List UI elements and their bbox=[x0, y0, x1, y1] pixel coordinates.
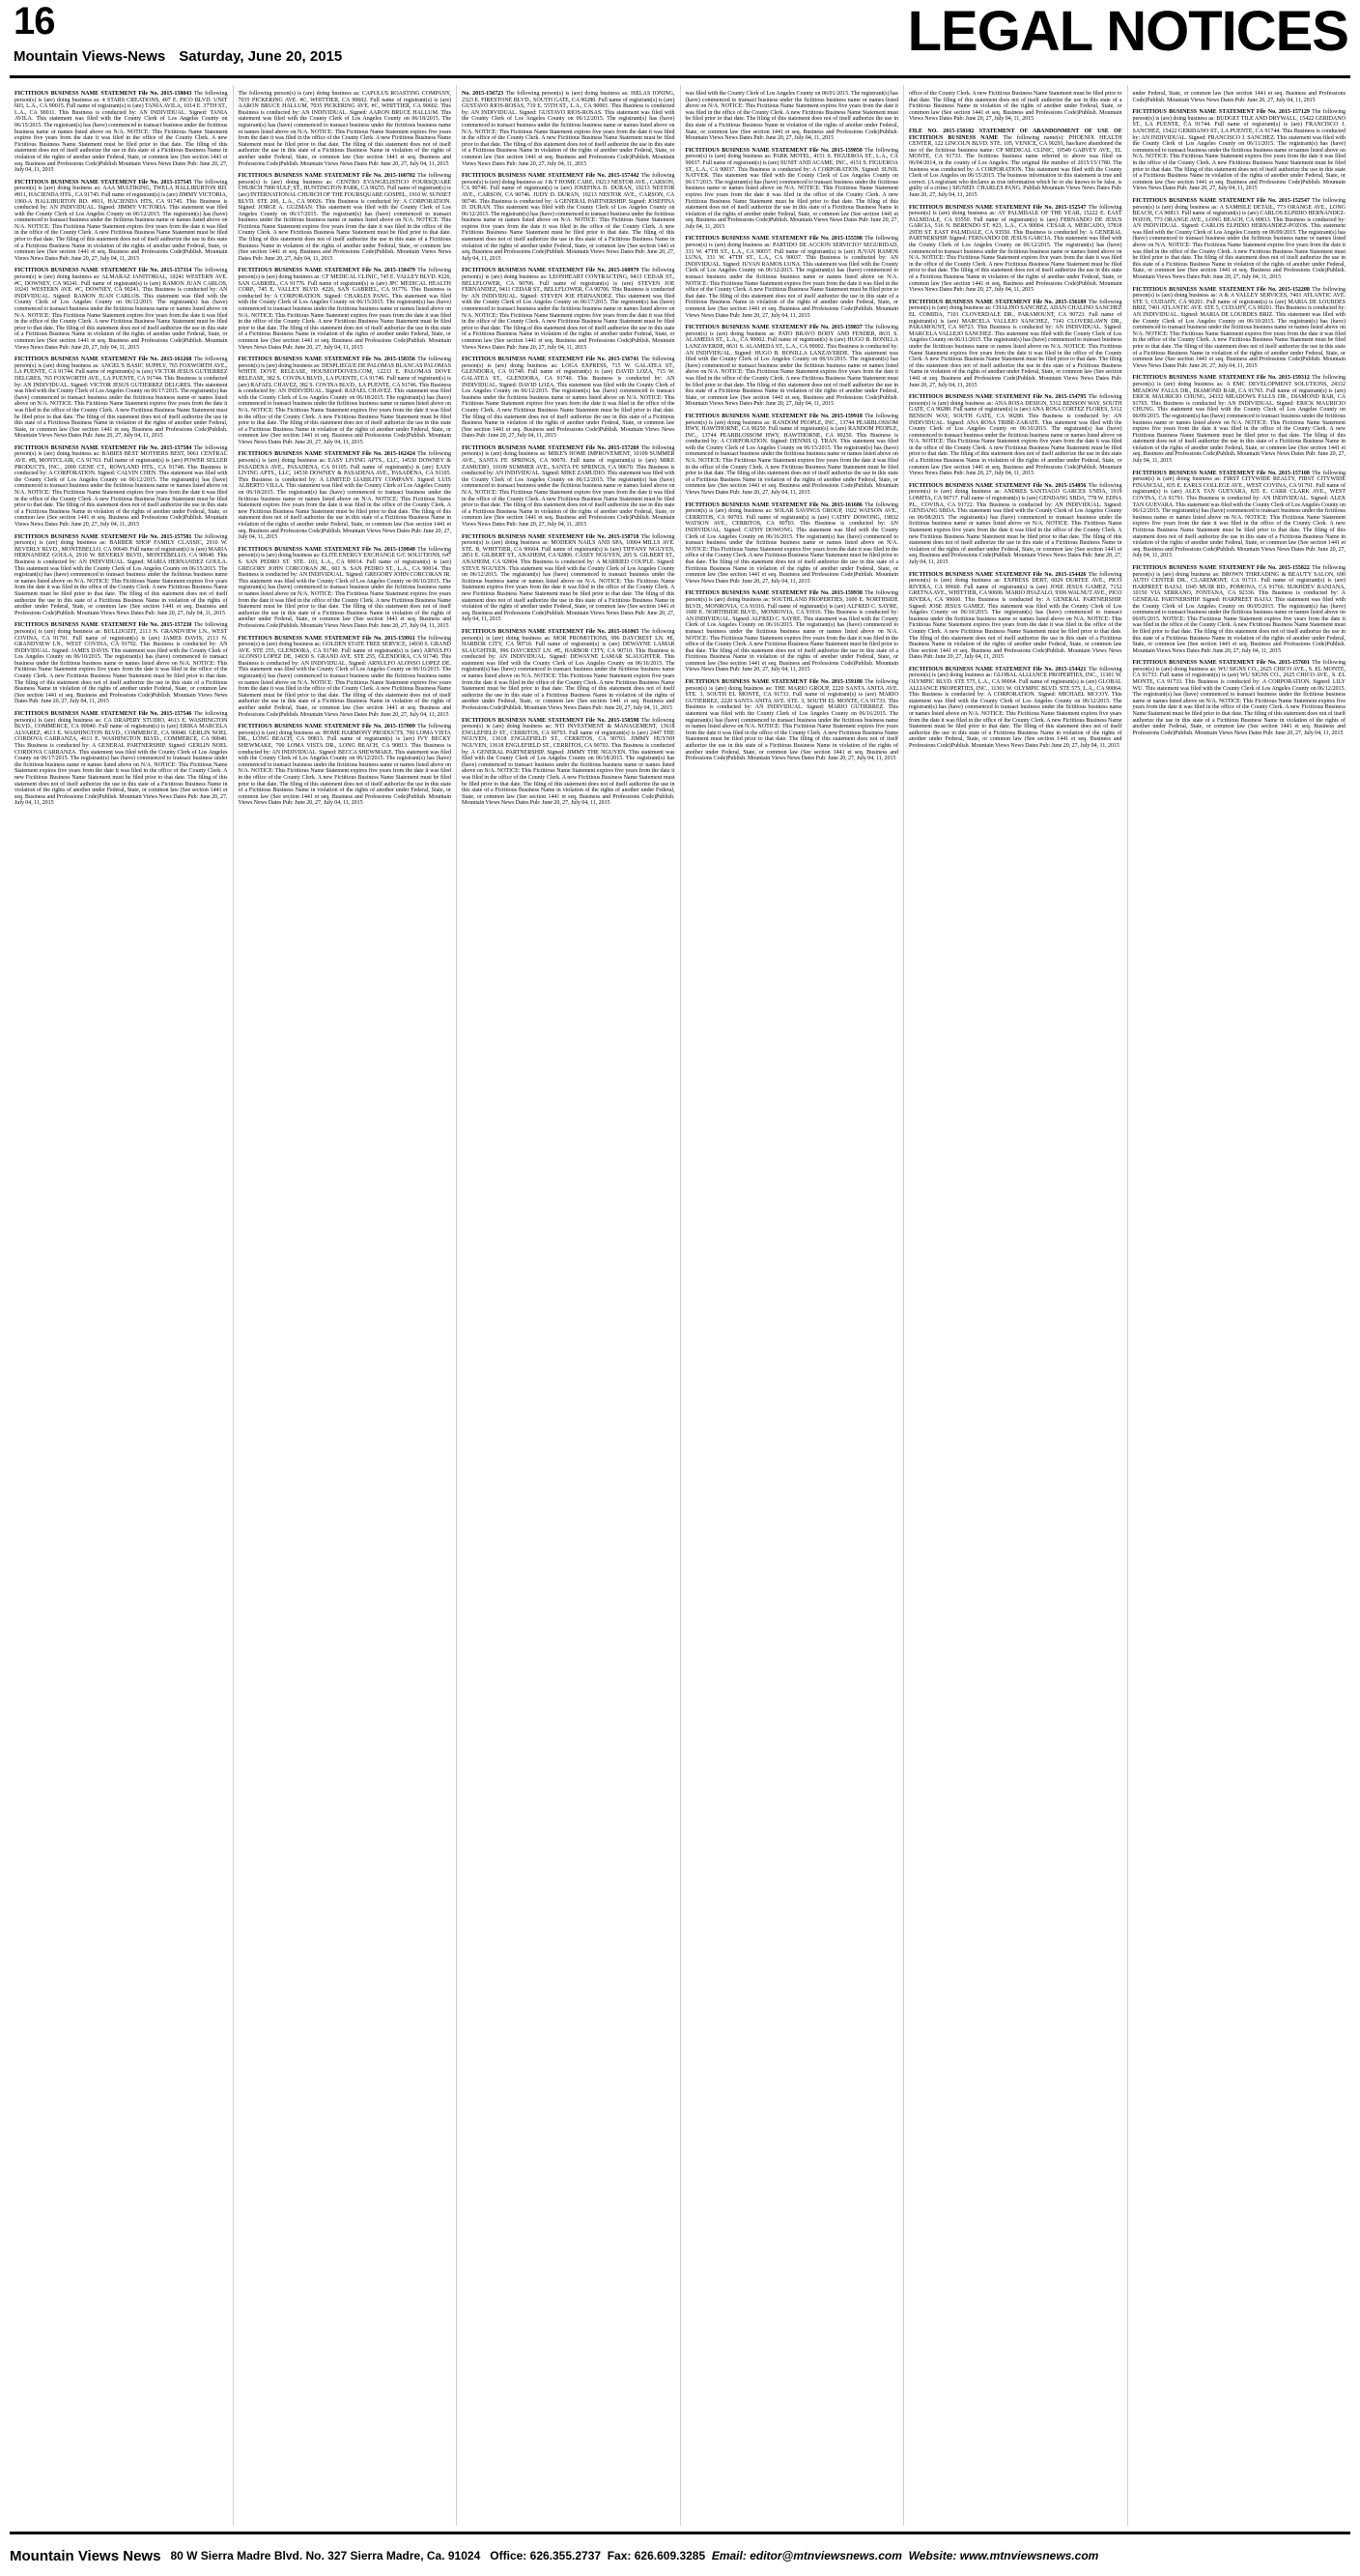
notice-body: The following person(s) is (are) doing business as: MOR PROMOTIONS, 996 DAYCREST LN. #E, HARBOR CITY, CA 90710. Full name of registrant(s) is (are) DEWAYNE LAMAR SLAUGHTER, 996 DAYCREST LN. #E, HARBOR CITY, CA 90710. This Business is conducted by: AN INDIVIDUAL. Signed: DEWAYNE LAMAR SLAUGHTER. This statement was filed with the County Clerk of Los Angeles County on 06/16/2015. The registrant(s) has (have) commenced to transact business under the fictitious business name or names listed above on N/A. NOTICE: This Fictitious Name Statement expires five years from the date it was filed in the office of the County Clerk. A new Fictitious Business Name Statement must be filed prior to that date. The filing of this statement does not of itself authorize the use in this state of a Fictitious Business Name in violation of the rights of another under Federal, State, or common law (See section 1441 et seq. Business and Professions Code)Publish. Mountain Views News Dates Pub: June 20, 27, July 04, 11, 2015 bbox=[462, 628, 675, 712]
notice-heading: FICTITIOUS BUSINESS NAME STATEMENT File No. 2015-157108 bbox=[1132, 470, 1313, 476]
notice-body: The following person(s) is (are) doing business as: EASY LIVING APTS., LLC, 14530 DOWNEY & PASADENA AVE., PASADENA, CA 91105. Full name of registrant(s) is (are) EASY LIVING APTS., LLC, 14530 DOWNEY & PASADENA AVE., PASADENA, CA 91105. This Business is conducted by: A LIMITED LIABILITY COMPANY. Signed: LUIS ALBERTO VILLA. This statement was filed with the County Clerk of Los Angeles County on 06/18/2015. The registrant(s) has (have) commenced to transact business under the fictitious business name or names listed above on N/A. NOTICE: This Fictitious Name Statement expires five years from the date it was filed in the office of the County Clerk. A new Fictitious Business Name Statement must be filed prior to that date. The filing of this statement does not of itself authorize the use in this state of a Fictitious Business Name in violation of the rights of another under Federal, State, or common law (See section 1441 et seq. Business and Professions Code)Publish. Mountain Views News Dates Pub: June 20, 27, July 04, 11, 2015 bbox=[238, 451, 451, 541]
legal-notice bbox=[239, 724, 452, 807]
notice-body: The following person(s) is (are) doing business as: ANA ROSA DESIGN, 5312 BENSON WAY, SOUTH GATE, CA 90280. Full name of registrant(s) is (are) ANA ROSA CORTEZ FLORES, 5312 BENSON WAY, SOUTH GATE, CA 90280. This Business is conducted by: AN INDIVIDUAL. Signed: ANA ROSA TRIBE-ZARATE. This statement was filed with the County Clerk of Los Angeles County on 06/10/2015. The registrant(s) has (have) commenced to transact business under the fictitious business name or names listed above on N/A. NOTICE: This Fictitious Name Statement expires five years from the date it was filed in the office of the County Clerk. A new Fictitious Business Name Statement must be filed prior to that date. The filing of this statement does not of itself authorize the use in this state of a Fictitious Business Name in violation of the rights of another under Federal, State, or common law (See section 1441 et seq. Business and Professions Code)Publish. Mountain Views News Dates Pub: June 20, 27, July 04, 11, 2015 bbox=[909, 394, 1122, 477]
notice-body: The following person(s) is (are) doing business as: ANGEL'S BASIC SUPPLY, 765 FOXWORTH AVE., LA PUENTE, CA 91744. Full name of registrant(s) is (are) VICTOR JESUS GUTIERREZ DELGRES, 765 FOXWORTH AVE., LA PUENTE, CA 91744. This Business is conducted by: AN INDIVIDUAL. Signed: VICTOR JESUS GUTIERREZ DELGRES. This statement was filed with the County Clerk of Los Angeles County on 06/17/2015. The registrant(s) has (have) commenced to transact business under the fictitious business name or names listed above on N/A. NOTICE: This Fictitious Name Statement expires five years from the date it was filed in the office of the County Clerk. A new Fictitious Business Name Statement must be filed prior to that date. The filing of this statement does not of itself authorize the use in this state of a Fictitious Business Name in violation of the rights of another under Federal, State, or common law (See section 1441 et seq. Business and Professions Code)Publish. Mountain Views News Dates Pub: June 20, 27, July 04, 11, 2015 bbox=[14, 357, 228, 440]
notice-body: The following person(s) is (are) doing business as: PARTIDO DE ACCION SERVICIO? SEGURIDAD, 331 W. 47TH ST., L.A., CA 90037. Full name of registrant(s) is (are) JUVAN RAMOS LUNA, 331 W. 47TH ST., L.A., CA 90037. This Business is conducted by: AN INDIVIDUAL. Signed: JUVAN RAMOS LUNA. This statement was filed with the County Clerk of Los Angeles County on 06/12/2015. The registrant(s) has (have) commenced to transact business under the fictitious business name or names listed above on N/A. NOTICE: This Fictitious Name Statement expires five years from the date it was filed in the office of the County Clerk. A new Fictitious Business Name Statement must be filed prior to that date. The filing of this statement does not of itself authorize the use in this state of a Fictitious Business Name in violation of the rights of another under Federal, State, or common law (See section 1441 et seq. Business and Professions Code)Publish. Mountain Views News Dates Pub: June 20, 27, July 04, 11, 2015 bbox=[685, 236, 898, 319]
notice-body: The following person(s) is (are) doing business as: LEONHEART CONTRACTING, 9413 CEDAR ST., BELLFLOWER, CA 90706. Full name of registrant(s) is (are) STEVEN JOE FERNANDEZ, 9411 CEDAR ST., BELLFLOWER, CA 90706. This Business is conducted by: AN INDIVIDUAL. Signed: STEVEN JOE FERNANDEZ. This statement was filed with the County Clerk of Los Angeles County on 06/17/2015. The registrant(s) has (have) commenced to transact business under the fictitious business name or names listed above on N/A. NOTICE: This Fictitious Name Statement expires five years from the date it was filed in the office of the County Clerk. A new Fictitious Business Name Statement must be filed prior to that date. The filing of this statement does not of itself authorize the use in this state of a Fictitious Business Name in violation of the rights of another under Federal, State, or common law (See section 1441 et seq. Business and Professions Code)Publish. Mountain Views News Dates Pub: June 20, 27, July 04, 11, 2015 bbox=[462, 268, 675, 351]
legal-notice bbox=[14, 91, 228, 174]
notice-body: The following person(s) is (are) doing business as: BARBER SHOP FAMILY CLASSIC, 2910 W. BEVERLY BLVD., MONTEBELLO, CA 90640. Full name of registrant(s) is (are) MARIA HERNANDEZ GOULA, 2910 W. BEVERLY BLVD., MONTEBELLO, CA 90640. This Business is conducted by: AN INDIVIDUAL. Signed: MARIA HERNANDEZ GOULA. This statement was filed with the County Clerk of Los Angeles County on 06/15/2015. The registrant(s) has (have) commenced to transact business under the fictitious business name or names listed above on N/A. NOTICE: This Fictitious Name Statement expires five years from the date it was filed in the office of the County Clerk. A new Fictitious Business Name Statement must be filed prior to that date. The filing of this statement does not of itself authorize the use in this state of a Fictitious Business Name in violation of the rights of another under Federal, State, or common law (See section 1441 et seq. Business and Professions Code)Publish. Mountain Views News Dates Pub: June 20, 27, July 04, 11, 2015 bbox=[14, 533, 228, 616]
notice-heading: FICTITIOUS BUSINESS NAME STATEMENT File No. 2015-157601 bbox=[1132, 660, 1313, 667]
notice-body: The following person(s) is (are) doing business as: PATO BRAVO BODY AND FENDER, 8631 S. ALAMEDA ST., L.A., CA 90002. Full name of registrant(s) is (are) HUGO B. BONILLA LANZAVERDE, 8631 S. ALAMEDA ST., L.A., CA 90002. This Business is conducted by: AN INDIVIDUAL. Signed: HUGO B. BONILLA LANZAVERDE. This statement was filed with the County Clerk of Los Angeles County on 06/16/2015. The registrant(s) has (have) commenced to transact business under the fictitious business name or names listed above on N/A. NOTICE: This Fictitious Name Statement expires five years from the date it was filed in the office of the County Clerk. A new Fictitious Business Name Statement must be filed prior to that date. The filing of this statement does not of itself authorize the use in this state of a Fictitious Business Name in violation of the rights of another under Federal, State, or common law (See section 1441 et seq. Business and Professions Code)Publish. Mountain Views News Dates Pub: June 20, 27, July 04, 11, 2015 bbox=[685, 325, 898, 408]
notice-body: The following person(s) is (are) doing business as: AAA MULTIKING, TWELA HALLIBURTON RD. #811, HACIENDA HTS., CA 91745. Full name of registrant(s) is (are) JIMMY VICTORIA, 1960-A HALLIBURTON RD. #811, HACIENDA HTS, CA 91745. This Business is conducted by: AN INDIVIDUAL. Signed: JIMMY VICTORIA. This statement was filed with the County Clerk of Los Angeles County on 06/12/2015. The registrant(s) has (have) commenced to transact business under the fictitious business name or names listed above on N/A. NOTICE: This Fictitious Name Statement expires five years from the date it was filed in the office of the County Clerk. A new Fictitious Business Name Statement must be filed prior to that date. The filing of this statement does not of itself authorize the use in this state of a Fictitious Business Name in violation of the rights of another under Federal, State, or common law (See section 1441 et seq. Business and Professions Code)Publish. Mountain Views News Dates Pub: June 20, 27, July 04, 11, 2015 bbox=[14, 179, 228, 262]
notice-body: The following person(s) is (are) doing business as: SOLAR SAVINGS GROUP, 1922 WATSON AVE., CERRITOS, CA 90703. Full name of registrant(s) is (are) CATHY DOWONG, 19832 WATSON AVE., CERRITOS, CA 90703. This Business is conducted by: AN INDIVIDUAL. Signed: CATHY DOWONG. This statement was filed with the County Clerk of Los Angeles County on 06/16/2015. The registrant(s) has (have) commenced to transact business under the fictitious business name or names listed above on N/A. NOTICE: This Fictitious Name Statement expires five years from the date it was filed in the office of the County Clerk. A new Fictitious Business Name Statement must be filed prior to that date. The filing of this statement does not of itself authorize the use in this state of a Fictitious Business Name in violation of the rights of another under Federal, State, or common law (See section 1441 et seq. Business and Professions Code)Publish. Mountain Views News Dates Pub: June 20, 27, July 04, 11, 2015 bbox=[685, 501, 898, 585]
notice-heading: FICTITIOUS BUSINESS NAME STATEMENT File No. 2015-159837 bbox=[685, 325, 865, 331]
notice-columns bbox=[10, 85, 1350, 2526]
legal-notice bbox=[909, 91, 1122, 123]
notice-body: The following person(s) is (are) doing business as: GLOBAL ALLIANCE PROPERTIES, INC., 11301 W. OLYMPIC BLVD. STE 575, L.A., CA 90064. Full name of registrant(s) is (are) GLOBAL ALLIANCE PROPERTIES, INC., 11301 W. OLYMPIC BLVD. STE 575, L.A., CA 90064. This Business is conducted by: A CORPORATION. Signed: MICHAEL MCCOY. This statement was filed with the County Clerk of Los Angeles County on 06/12/2015. The registrant(s) has (have) commenced to transact business under the fictitious business name or names listed above on N/A. NOTICE: This Fictitious Name Statement expires five years from the date it was filed in the office of the County Clerk. A new Fictitious Business Name Statement must be filed prior to that date. The filing of this statement does not of itself authorize the use in this state of a Fictitious Business Name in violation of the rights of another under Federal, State, or common law (See section 1441 et seq. Business and Professions Code)Publish. Mountain Views News Dates Pub: June 20, 27, July 04, 11, 2015 bbox=[909, 666, 1122, 749]
notice-body: The following person(s) is (are) doing business as: THE MARIO GROUP, 2220 SANTA ANITA AVE. STE. 3, SOUTH EL MONTE, CA 91733. Full name of registrant(s) is (are) MARIO GUTIERREZ, 2220 SANTA ANITA AVE. STE. 3, SOUTH EL MONTE, CA 91733. This Business is conducted by: AN INDIVIDUAL. Signed: MARIO GUTIERREZ. This statement was filed with the County Clerk of Los Angeles County on 06/16/2015. The registrant(s) has (have) commenced to transact business under the fictitious business name or names listed above on N/A. NOTICE: This Fictitious Name Statement expires five years from the date it was filed in the office of the County Clerk. A new Fictitious Business Name Statement must be filed prior to that date. The filing of this statement does not of itself authorize the use in this state of a Fictitious Business Name in violation of the rights of another under Federal, State, or common law (See section 1441 et seq. Business and Professions Code)Publish. Mountain Views News Dates Pub: June 20, 27, July 04, 11, 2015 bbox=[685, 679, 898, 762]
notice-heading: FICTITIOUS BUSINESS NAME STATEMENT File No. 2015-157314 bbox=[14, 268, 194, 274]
notice-heading: FICTITIOUS BUSINESS NAME STATEMENT File No. 2015-154426 bbox=[909, 571, 1089, 578]
notice-body: The following person(s) is (are) doing business as: ANDRES SANTIAGO GARCES UNDA, 1919 LOMITA, CA 90717. Full name of registrant(s) is (are) GENDANG SBDA, 778 W. EDNA PL., COVINA, CA 91722. This Business is conducted by: AN INDIVIDUAL. Signed: GENDANG SBDA. This statement was filed with the County Clerk of Los Angeles County on 06/08/2015. The registrant(s) has (have) commenced to transact business under the fictitious business name or names listed above on N/A. NOTICE: This Fictitious Name Statement expires five years from the date it was filed in the office of the County Clerk. A new Fictitious Business Name Statement must be filed prior to that date. The filing of this statement does not of itself authorize the use in this state of a Fictitious Business Name in violation of the rights of another under Federal, State, or common law (See section 1441 et seq. Business and Professions Code)Publish. Mountain Views News Dates Pub: June 20, 27, July 04, 11, 2015 bbox=[909, 482, 1122, 565]
legal-notice bbox=[686, 325, 899, 408]
footer-fax-number: 626.609.3285 bbox=[634, 2549, 706, 2562]
legal-notice bbox=[14, 622, 228, 705]
notice-heading: FICTITIOUS BUSINESS NAME STATEMENT File No. 2015-152547 bbox=[909, 204, 1089, 211]
notice-body: The following person(s) is (are) doing business as: A & A VALLEY SERVICES, 7401 ATLANTIC AVE. STE 5, CUDAHY, CA 90201. Full name of registrant(s) is (are) MARIA DE LOURDES BRIZ, 7401 ATLANTIC AVE. STE 5, CUDAHY, CA 90201. This Business is conducted by: AN INDIVIDUAL. Signed: MARIA DE LOURDES BRIZ. This statement was filed with the County Clerk of Los Angeles County on 06/10/2015. The registrant(s) has (have) commenced to transact business under the fictitious business name or names listed above on N/A. NOTICE: This Fictitious Name Statement expires five years from the date it was filed in the office of the County Clerk. A new Fictitious Business Name Statement must be filed prior to that date. The filing of this statement does not of itself authorize the use in this state of a Fictitious Business Name in violation of the rights of another under Federal, State, or common law (See section 1441 et seq. Business and Professions Code)Publish. Mountain Views News Dates Pub: June 20, 27, July 04, 11, 2015 bbox=[1132, 286, 1346, 369]
notice-body: The following person(s) is (are) doing business as: BABIES BEST MOTHERS BEST, 9061 CENTRAL AVE. #B, MONTCLAIR, CA 91763. Full name of registrant(s) is (are) POWER SELLER PRODUCTS, INC., 2000 GENE CT., ROWLAND HTS., CA 91748. This Business is conducted by: A CORPORATION. Signed: CALVIN CHEN. This statement was filed with the County Clerk of Los Angeles County on 06/12/2015. The registrant(s) has (have) commenced to transact business under the fictitious business name or names listed above on N/A. NOTICE: This Fictitious Name Statement expires five years from the date it was filed in the office of the County Clerk. A new Fictitious Business Name Statement must be filed prior to that date. The filing of this statement does not of itself authorize the use in this state of a Fictitious Business Name in violation of the rights of another under Federal, State, or common law (See section 1441 et seq. Business and Professions Code)Publish. Mountain Views News Dates Pub: June 20, 27, July 04, 11, 2015 bbox=[14, 444, 228, 528]
legal-notice bbox=[239, 547, 452, 630]
legal-notice bbox=[239, 636, 452, 719]
notice-heading: FICTITIOUS BUSINESS NAME STATEMENT File No. 2015-159312 bbox=[1132, 375, 1313, 382]
legal-notice bbox=[14, 357, 228, 440]
notice-body: The following person(s) is (are) doing business as: DESPLIEGUE DE PALOMAS BLANCAS PALOMAS WHITE DOVE RELEASE, HOUSEOFDOVES.COM, 12233 E. PALOMAS DOVE RELEASE, 382 S. COVINA BLVD., LA PUENTE, CA 91746. Full name of registrant(s) is (are) RAFAEL CHAVEZ, 382 S. COVINA BLVD., LA PUENTE, CA 91746. This Business is conducted by: AN INDIVIDUAL. Signed: RAFAEL CHAVEZ. This statement was filed with the County Clerk of Los Angeles County on 06/18/2015. The registrant(s) has (have) commenced to transact business under the fictitious business name or names listed above on N/A. NOTICE: This Fictitious Name Statement expires five years from the date it was filed in the office of the County Clerk. A new Fictitious Business Name Statement must be filed prior to that date. The filing of this statement does not of itself authorize the use in this state of a Fictitious Business Name in violation of the rights of another under Federal, State, or common law (See section 1441 et seq. Business and Professions Code)Publish. Mountain Views News Dates Pub: June 20, 27, July 04, 11, 2015 bbox=[238, 357, 451, 445]
legal-notice bbox=[14, 711, 228, 807]
legal-notice bbox=[909, 394, 1122, 477]
notice-column bbox=[681, 85, 905, 2526]
notice-heading: FICTITIOUS BUSINESS NAME STATEMENT File No. 2015-160979 bbox=[462, 268, 641, 274]
notice-heading: FILE NO. 2015-158102 STATEMENT OF ABANDONMENT OF USE OF FICTITIOUS BUSINESS NAME bbox=[909, 128, 1122, 141]
footer-website[interactable]: www.mtnviewsnews.com bbox=[959, 2549, 1099, 2562]
notice-heading: FICTITIOUS BUSINESS NAME STATEMENT File No. 2015-159918 bbox=[685, 413, 865, 419]
legal-notice bbox=[1133, 660, 1346, 736]
notice-column bbox=[1128, 85, 1351, 2526]
legal-notice bbox=[462, 718, 675, 807]
footer-contact-line bbox=[170, 2549, 1350, 2562]
notice-body: The following person(s) is (are) doing business as: AY PALMDALE OF THE YEAR, 15222 E. EAST PALMDALE, CA 93550. Full name of registrant(s) is (are) FERNANDO DE JESUS GARCIA, 516 N. BERENDO ST. #23, L.A., CA 90004. CESAR A. MERCADO, 37818 29TH ST. EAST PALMDALE, CA 93550. This Business is conducted by: A GENERAL PARTNERSHIP. Signed: FERNANDO DE JESUS GARCIA. This statement was filed with the County Clerk of Los Angeles County on 06/12/2015. The registrant(s) has (have) commenced to transact business under the fictitious business name or names listed above on N/A. NOTICE: This Fictitious Name Statement expires five years from the date it was filed in the office of the County Clerk. A new Fictitious Business Name Statement must be filed prior to that date. The filing of this statement does not of itself authorize the use in this state of a Fictitious Business Name in violation of the rights of another under Federal, State, or common law (See section 1441 et seq. Business and Professions Code)Publish. Mountain Views News Dates Pub: June 20, 27, July 04, 11, 2015 bbox=[909, 204, 1122, 294]
page-footer bbox=[10, 2532, 1350, 2576]
notice-body: The following person(s) is (are) doing business as: ELITE ENERGY EXCHANGE G/C SOLUTIONS, 647 S. SAN PEDRO ST. STE. 103, L.A., CA 90014. Full name of registrant(s) is (are) GREGORY JOHN CORCORAN JR., 601 S. SAN PEDRO ST., L.A., CA 90014. This Business is conducted by: AN INDIVIDUAL. Signed: GREGORY JOHN CORCORAN JR. This statement was filed with the County Clerk of Los Angeles County on 06/16/2015. The registrant(s) has (have) commenced to transact business under the fictitious business name or names listed above on N/A. NOTICE: This Fictitious Name Statement expires five years from the date it was filed in the office of the County Clerk. A new Fictitious Business Name Statement must be filed prior to that date. The filing of this statement does not of itself authorize the use in this state of a Fictitious Business Name in violation of the rights of another under Federal, State, or common law (See section 1441 et seq. Business and Professions Code)Publish. Mountain Views News Dates Pub: June 20, 27, July 04, 11, 2015 bbox=[238, 546, 451, 629]
notice-body: The following person(s) is (are) doing business as: A SAMHILE DETAIL, 773 ORANGE AVE., LONG BEACH, CA 90813. Full name of registrant(s) is (are) CARLOS ELPIDIO HERNANDEZ-POZOS, 773 ORANGE AVE., LONG BEACH, CA 90813. This Business is conducted by: AN INDIVIDUAL. Signed: CARLOS ELPIDIO HERNANDEZ-POZOS. This statement was filed with the County Clerk of Los Angeles County on 06/09/2015. The registrant(s) has (have) commenced to transact business under the fictitious business name or names listed above on N/A. NOTICE: This Fictitious Name Statement expires five years from the date it was filed in the office of the County Clerk. A new Fictitious Business Name Statement must be filed prior to that date. The filing of this statement does not of itself authorize the use in this state of a Fictitious Business Name in violation of the rights of another under Federal, State, or common law (See section 1441 et seq. Business and Professions Code)Publish. Mountain Views News Dates Pub: June 20, 27, July 04, 11, 2015 bbox=[1132, 197, 1346, 281]
notice-heading: FICTITIOUS BUSINESS NAME STATEMENT File No. 2015-155598 bbox=[685, 236, 865, 243]
notice-body: The following person(s) is (are) doing business as: WU SIGNS CO., 2625 CHICO AVE., S. EL MONTE, CA 91733. Full name of registrant(s) is (are) WU SIGNS CO., 2625 CHICO AVE., S. EL MONTE, CA 91733. This Business is conducted by: A CORPORATION. Signed: LILY WU. This statement was filed with the County Clerk of Los Angeles County on 06/12/2015. The registrant(s) has (have) commenced to transact business under the fictitious business name or names listed above on N/A. NOTICE: This Fictitious Name Statement expires five years from the date it was filed in the office of the County Clerk. A new Fictitious Business Name Statement must be filed prior to that date. The filing of this statement does not of itself authorize the use in this state of a Fictitious Business Name in violation of the rights of another under Federal, State, or common law (See section 1441 et seq. Business and Professions Code)Publish. Mountain Views News Dates Pub: June 20, 27, July 04, 11, 2015 bbox=[1132, 660, 1346, 736]
notice-heading: FICTITIOUS BUSINESS NAME STATEMENT File No. 2015-157009 bbox=[238, 724, 418, 730]
notice-heading: FICTITIOUS BUSINESS NAME STATEMENT File No. 2015-160702 bbox=[238, 173, 418, 180]
notice-body: The following person(s) is (are) doing business as: ALMARAZ JANITORIAL, 10241 WESTERN AVE. #C, DOWNEY, CA 90241. Full name of registrant(s) is (are) RAMON JUAN CARLOS, 10241 WESTERN AVE. #C, DOWNEY, CA 90241. This Business is conducted by: AN INDIVIDUAL. Signed: RAMON JUAN CARLOS. This statement was filed with the County Clerk of Los Angeles County on 06/12/2015. The registrant(s) has (have) commenced to transact business under the fictitious business name or names listed above on N/A. NOTICE: This Fictitious Name Statement expires five years from the date it was filed in the office of the County Clerk. A new Fictitious Business Name Statement must be filed prior to that date. The filing of this statement does not of itself authorize the use in this state of a Fictitious Business Name in violation of the rights of another under Federal, State, or common law (See section 1441 et seq. Business and Professions Code)Publish. Mountain Views News Dates Pub: June 20, 27, July 04, 11, 2015 bbox=[14, 268, 228, 351]
notice-heading: FICTITIOUS BUSINESS NAME STATEMENT File No. 2015-154421 bbox=[909, 666, 1089, 673]
notice-body: The following person(s) is (are) doing business as: BUDGET TILE AND DRYWALL, 15422 GERIDANO ST., LA PUENTE, CA 91744. Full name of registrant(s) is (are) FRANCISCO J. SANCHEZ, 15422 GERIDANO ST., LA PUENTE, CA 91744. This Business is conducted by: AN INDIVIDUAL. Signed: FRANCISCO J. SANCHEZ. This statement was filed with the County Clerk of Los Angeles County on 06/11/2015. The registrant(s) has (have) commenced to transact business under the fictitious business name or names listed above on N/A. NOTICE: This Fictitious Name Statement expires five years from the date it was filed in the office of the County Clerk. A new Fictitious Business Name Statement must be filed prior to that date. The filing of this statement does not of itself authorize the use in this state of a Fictitious Business Name in violation of the rights of another under Federal, State, or common law (See section 1441 et seq. Business and Professions Code)Publish. Mountain Views News Dates Pub: June 20, 27, July 04, 11, 2015 bbox=[1132, 109, 1346, 192]
legal-notice bbox=[1133, 471, 1346, 559]
legal-notice bbox=[686, 236, 899, 319]
legal-notice bbox=[686, 148, 899, 231]
legal-notice bbox=[239, 91, 452, 167]
notice-body: The following person(s) is (are) doing business as: MODERN NAILS AND SPA, 10004 MILLS AVE. STE. B, WHITTIER, CA 90604. Full name of registrant(s) is (are) TIFFANY NGUYEN, 2851 E. GILBERT ST., ANAHEIM, CA 92806. CASEY NGUYEN, 205 S. GILBERT ST., ANAHEIM, CA 92804. This Business is conducted by: A MARRIED COUPLE. Signed: STEVE NGUYEN. This statement was filed with the County Clerk of Los Angeles County on 06/12/2015. The registrant(s) has (have) commenced to transact business under the fictitious business name or names listed above on N/A. NOTICE: This Fictitious Name Statement expires five years from the date it was filed in the office of the County Clerk. A new Fictitious Business Name Statement must be filed prior to that date. The filing of this statement does not of itself authorize the use in this state of a Fictitious Business Name in violation of the rights of another under Federal, State, or common law (See section 1441 et seq. Business and Professions Code)Publish. Mountain Views News Dates Pub: June 20, 27, July 04, 11, 2015 bbox=[462, 533, 675, 623]
notice-heading: FICTITIOUS BUSINESS NAME STATEMENT File No. 2015-161686 bbox=[685, 501, 865, 508]
notice-body: The following person(s) is (are) doing business as: EXPRESS DEBT, 6029 DURFEE AVE., PICO RIVERA, CA 90660. Full name of registrant(s) is (are) JOSE JESUS GAMEZ, 7152 GRETNA AVE., WHITTIER, CA 90606. MARIO JHAZALO, 9306 WALNUT AVE., PICO RIVERA, CA 90660. This Business is conducted by: A GENERAL PARTNERSHIP. Signed: JOSE JESUS GAMEZ. This statement was filed with the County Clerk of Los Angeles County on 06/10/2015. The registrant(s) has (have) commenced to transact business under the fictitious business name or names listed above on N/A. NOTICE: This Fictitious Name Statement expires five years from the date it was filed in the office of the County Clerk. A new Fictitious Business Name Statement must be filed prior to that date. The filing of this statement does not of itself authorize the use in this state of a Fictitious Business Name in violation of the rights of another under Federal, State, or common law (See section 1441 et seq. Business and Professions Code)Publish. Mountain Views News Dates Pub: June 20, 27, July 04, 11, 2015 bbox=[909, 571, 1122, 661]
legal-notice bbox=[686, 679, 899, 762]
notice-body: The following person(s) is (are) doing business as: MIKE'S HOME IMPROVEMENT, 10109 SUMMER AVE., SANTA FE SPRINGS, CA 90670. Full name of registrant(s) is (are) MIKE ZAMUDIO, 10109 SUMMER AVE., SANTA FE SPRINGS, CA 90670. This Business is conducted by: AN INDIVIDUAL. Signed: MIKE ZAMUDIO. This statement was filed with the County Clerk of Los Angeles County on 06/12/2015. The registrant(s) has (have) commenced to transact business under the fictitious business name or names listed above on N/A. NOTICE: This Fictitious Name Statement expires five years from the date it was filed in the office of the County Clerk. A new Fictitious Business Name Statement must be filed prior to that date. The filing of this statement does not of itself authorize the use in this state of a Fictitious Business Name in violation of the rights of another under Federal, State, or common law (See section 1441 et seq. Business and Professions Code)Publish. Mountain Views News Dates Pub: June 20, 27, July 04, 11, 2015 bbox=[462, 444, 675, 528]
legal-notice bbox=[14, 534, 228, 617]
legal-notice bbox=[909, 300, 1122, 388]
legal-notice bbox=[1133, 91, 1346, 103]
notice-heading: FICTITIOUS BUSINESS NAME STATEMENT File No. 2015-158598 bbox=[462, 717, 641, 724]
notice-heading: FICTITIOUS BUSINESS NAME STATEMENT File No. 2015-155822 bbox=[1132, 564, 1313, 571]
legal-notice bbox=[239, 357, 452, 445]
legal-notice bbox=[686, 91, 899, 142]
footer-office-phone: 626.355.2737 bbox=[529, 2549, 602, 2562]
notice-heading: FICTITIOUS BUSINESS NAME STATEMENT File No. 2015-161065 bbox=[462, 628, 641, 635]
notice-body: The following person(s) is (are) doing business as: A EMC DEVELOPMENT SOLUTIONS, 24332 MEADOW FALLS DR., DIAMOND BAR, CA 91765. Full name of registrant(s) is (are) ERICK MAURICIO CHUNG, 24332 MEADOWS FALLS DR., DIAMOND BAR, CA 91765. This Business is conducted by: AN INDIVIDUAL. Signed: ERICK MAURICIO CHUNG. This statement was filed with the County Clerk of Los Angeles County on 06/09/2015. The registrant(s) has (have) commenced to transact business under the fictitious business name or names listed above on N/A. NOTICE: This Fictitious Name Statement expires five years from the date it was filed in the office of the County Clerk. A new Fictitious Business Name Statement must be filed prior to that date. The filing of this statement does not of itself authorize the use in this state of a Fictitious Business Name in violation of the rights of another under Federal, State, or common law (See section 1441 et seq. Business and Professions Code)Publish. Mountain Views News Dates Pub: June 20, 27, July 04, 11, 2015 bbox=[1132, 375, 1346, 465]
footer-website-label: Website: bbox=[908, 2549, 957, 2562]
legal-notice bbox=[14, 445, 228, 529]
notice-heading: FICTITIOUS BUSINESS NAME STATEMENT File No. 2015-157584 bbox=[14, 444, 194, 451]
publication-date: Saturday, June 20, 2015 bbox=[179, 48, 343, 65]
notice-heading: FICTITIOUS BUSINESS NAME STATEMENT File No. 2015-159911 bbox=[238, 635, 418, 642]
notice-body: The following person(s) is (are) doing business as: BROWN THREADING & BEAUTY SALON, 690 AUTO CENTER DR., CLAREMONT, CA 91711. Full name of registrant(s) is (are) HARPREET BAJAJ, 1045 MUIR RD., POMONA, CA 91766. SUKHDEV RANJANA, 10150 VIA SERRANO, FONTANA, CA 92336. This Business is conducted by: A GENERAL PARTNERSHIP. Signed: HARPREET BAJAJ. This statement was filed with the County Clerk of Los Angeles County on 06/05/2015. The registrant(s) has (have) commenced to transact business under the fictitious business name or names listed above on 06/05/2015. NOTICE: This Fictitious Name Statement expires five years from the date it was filed in the office of the County Clerk. A new Fictitious Business Name Statement must be filed prior to that date. The filing of this statement does not of itself authorize the use in this state of a Fictitious Business Name in violation of the rights of another under Federal, State, or common law (See section 1441 et seq. Business and Professions Code)Publish. Mountain Views News Dates Pub: June 20, 27, July 04, 11, 2015 bbox=[1132, 564, 1346, 654]
notice-body: The following person(s) is (are) doing business as: 4 STARS CREATIONS, 407 E. PICO BLVD. UNIT 603, L.A., CA 90015. Full name of registrant(s) is (are) TANIA AVILA, 1014 E. 37TH ST., L.A., CA 90011. This Business is conducted by: AN INDIVIDUAL. Signed: TANIA AVILA. This statement was filed with the County Clerk of Los Angeles County on 06/15/2015. The registrant(s) has (have) commenced to transact business under the fictitious business name or names listed above on N/A. NOTICE: This Fictitious Name Statement expires five years from the date it was filed in the office of the County Clerk. A new Fictitious Business Name Statement must be filed prior to that date. The filing of this statement does not of itself authorize the use in this state of a Fictitious Business Name in violation of the rights of another under Federal, State, or common law (See section 1441 et seq. Business and Professions Code)Publish Mountain Views News Dates Pub: June 20, 27, July 04, 11, 2015 bbox=[14, 91, 228, 174]
legal-notice bbox=[462, 534, 675, 623]
notice-heading: FICTITIOUS BUSINESS NAME STATEMENT File No. 2015-157442 bbox=[462, 173, 641, 180]
notice-heading: FICTITIOUS BUSINESS NAME STATEMENT File No. 2015-156741 bbox=[462, 357, 641, 363]
notice-body: The following person(s) is (are) doing business as: ISELAS IONING, 2323 E. FIRESTONE BLVD., SOUTH GATE, CA 90280. Full name of registrant(s) is (are) GUSTAVO RIOS-ROSAS, 719 E. 55TH ST., L.A., CA 90001. This Business is conducted by: AN INDIVIDUAL. Signed: GUSTAVO RIOS-ROSAS. This statement was filed with the County Clerk of Los Angeles County on 06/12/2015. The registrant(s) has (have) commenced to transact business under the fictitious business name or names listed above on N/A. NOTICE: This Fictitious Name Statement expires five years from the date it was filed in the office of the County Clerk. A new Fictitious Business Name Statement must be filed prior to that date. The filing of this statement does not of itself authorize the use in this state of a Fictitious Business Name in violation of the rights of another under Federal, State, or common law (See section 1441 et seq. Business and Professions Code)Publish. Mountain Views News Dates Pub: June 20, 27, July 04, 11, 2015 bbox=[462, 91, 675, 167]
notice-body: The following person(s) is (are) doing business as: HOME HARMONY PRODUCTS, 700 LOMA VISTA DR., LONG BEACH, CA 90813. Full name of registrant(s) is (are) IVY BECKY SHEWMAKE, 700 LOMA VISTA DR., LONG BEACH, CA 90813. This Business is conducted by: AN INDIVIDUAL. Signed: BECCA SHEWMAKE. This statement was filed with the County Clerk of Los Angeles County on 06/12/2015. The registrant(s) has (have) commenced to transact business under the fictitious business name or names listed above on N/A. NOTICE: This Fictitious Name Statement expires five years from the date it was filed in the office of the County Clerk. A new Fictitious Business Name Statement must be filed prior to that date. The filing of this statement does not of itself authorize the use in this state of a Fictitious Business Name in violation of the rights of another under Federal, State, or common law (See section 1441 et seq. Business and Professions Code)Publish. Mountain Views News Dates Pub: June 20, 27, July 04, 11, 2015 bbox=[238, 724, 451, 807]
notice-heading: FICTITIOUS BUSINESS NAME STATEMENT File No. 2015-159850 bbox=[685, 147, 865, 154]
notice-column bbox=[234, 85, 458, 2526]
footer-paper-name: Mountain Views News bbox=[10, 2547, 161, 2564]
legal-notice bbox=[239, 173, 452, 262]
legal-notice bbox=[686, 590, 899, 673]
notice-heading: FICTITIOUS BUSINESS NAME STATEMENT File No. 2015-159938 bbox=[685, 590, 865, 597]
notice-heading: FICTITIOUS BUSINESS NAME STATEMENT File No. 2015-152547 bbox=[1132, 197, 1313, 204]
footer-fax-label: Fax: bbox=[607, 2549, 632, 2562]
notice-body: The following person(s) is (are) doing business as: CHALINO SANCHEZ, ADAN CHALINO SANCHEZ EL COMIDA, 7101 CLOVERDALE DR., PARAMOUNT, CA 90723. Full name of registrant(s) is (are) MARCELA VALLEJO SANCHEZ, 7141 CLOVERLAWN DR., PARAMOUNT, CA 90723. This Business is conducted by: AN INDIVIDUAL. Signed: MARCELA VALLEJO SANCHEZ. This statement was filed with the County Clerk of Los Angeles County on 06/11/2015. The registrant(s) has (have) commenced to transact business under the fictitious business name or names listed above on N/A. NOTICE: This Fictitious Name Statement expires five years from the date it was filed in the office of the County Clerk. A new Fictitious Business Name Statement must be filed prior to that date. The filing of this statement does not of itself authorize the use in this state of a Fictitious Business Name in violation of the rights of another under Federal, State, or common law (See section 1441 et seq. Business and Professions Code)Publish. Mountain Views News Dates Pub: June 20, 27, July 04, 11, 2015 bbox=[909, 299, 1122, 388]
publication-label: Mountain Views-News bbox=[14, 48, 166, 65]
legal-notice bbox=[1133, 198, 1346, 281]
notice-body: The following person(s) is (are) doing business as: LOGA EXPRESS, 715 W. GALATEA ST., GLENDORA, CA 91740. Full name of registrant(s) is (are) DAVID LOZA, 715 W. GALATEA ST., GLENDORA, CA 91740. This Business is conducted by: AN INDIVIDUAL. Signed: DAVID LOZA. This statement was filed with the County Clerk of Los Angeles County on 06/12/2015. The registrant(s) has (have) commenced to transact business under the fictitious business name or names listed above on N/A. NOTICE: This Fictitious Name Statement expires five years from the date it was filed in the office of the County Clerk. A new Fictitious Business Name Statement must be filed prior to that date. The filing of this statement does not of itself authorize the use in this state of a Fictitious Business Name in violation of the rights of another under Federal, State, or common law (See section 1441 et seq. Business and Professions Code)Publish. Mountain Views News Dates Pub: June 20, 27, July 04, 11, 2015 bbox=[462, 357, 675, 440]
section-title: LEGAL NOTICES bbox=[907, 0, 1348, 63]
notice-heading: FICTITIOUS BUSINESS NAME STATEMENT File No. 2015-156189 bbox=[909, 299, 1089, 305]
notice-heading: FICTITIOUS BUSINESS NAME STATEMENT File No. 2015-152208 bbox=[1132, 286, 1313, 293]
legal-notice bbox=[686, 502, 899, 586]
notice-heading: FICTITIOUS BUSINESS NAME STATEMENT File No. 2015-154795 bbox=[909, 394, 1089, 401]
notice-body: office of the County Clerk. A new Fictitious Business Name Statement must be filed prior to that date. The filing of this statement does not of itself authorize the use in this state of a Fictitious Business Name in violation of the rights of another under Federal, State, or common law (See section 1441 et seq. Business and Professions Code)Publish. Mountain Views News Dates Pub: June 20, 27, July 04, 11, 2015 bbox=[909, 91, 1122, 123]
notice-column bbox=[457, 85, 681, 2526]
legal-notice bbox=[909, 572, 1122, 661]
notice-heading: No. 2015-156723 bbox=[462, 91, 506, 97]
legal-notice bbox=[14, 268, 228, 351]
footer-address: 80 W Sierra Madre Blvd. No. 327 Sierra Madre, Ca. 91024 bbox=[170, 2549, 481, 2562]
notice-body: The following person(s) is (are) doing business as: CAPULUS ROASTING COMPANY, 7035 PICKERING AVE. #C, WHITTIER, CA 90602. Full name of registrant(s) is (are) AARON BRUCE HALLUM, 7035 PICKERING AVE. #C, WHITTIER, CA 90602. This Business is conducted by: AN INDIVIDUAL. Signed: AARON BRUCE HALLUM. This statement was filed with the County Clerk of Los Angeles County on 06/18/2015. The registrant(s) has (have) commenced to transact business under the fictitious business name or names listed above on N/A. NOTICE: This Fictitious Name Statement expires five years from the date it was filed in the office of the County Clerk. A new Fictitious Business Name Statement must be filed prior to that date. The filing of this statement does not of itself authorize the use in this state of a Fictitious Business Name in violation of the rights of another under Federal, State, or common law (See section 1441 et seq. Business and Professions Code)Publish. Mountain Views News Dates Pub: June 20, 27, July 04, 11, 2015 bbox=[238, 91, 451, 167]
legal-notice bbox=[462, 357, 675, 440]
legal-notice bbox=[1133, 375, 1346, 464]
legal-notice bbox=[1133, 565, 1346, 654]
legal-notice bbox=[462, 268, 675, 351]
notice-heading: FICTITIOUS BUSINESS NAME STATEMENT File No. 2015-157545 bbox=[14, 179, 194, 186]
notice-heading: FICTITIOUS BUSINESS NAME STATEMENT File No. 2015-158356 bbox=[238, 357, 418, 363]
notice-body: The following person(s) is (are) doing business as: FIRST CITYWIDE REALTY, FIRST CITYWIDE FINANCIAL, 835 E. EARLS COLLEGE AVE., WEST COVINA, CA 91791. Full name of registrant(s) is (are) ALEX TAN GUEVARA, 835 E. CARR CLARK AVE., WEST COVINA, CA 91791. This Business is conducted by: AN INDIVIDUAL. Signed: ALEX TAN GUEVARA. This statement was filed with the County Clerk of Los Angeles County on 06/12/2015. The registrant(s) has (have) commenced to transact business under the fictitious business name or names listed above on N/A. NOTICE: This Fictitious Name Statement expires five years from the date it was filed in the office of the County Clerk. A new Fictitious Business Name Statement must be filed prior to that date. The filing of this statement does not of itself authorize the use in this state of a Fictitious Business Name in violation of the rights of another under Federal, State, or common law (See section 1441 et seq. Business and Professions Code)Publish. Mountain Views News Dates Pub: June 20, 27, July 04, 11, 2015 bbox=[1132, 470, 1346, 559]
notice-body: The following person(s) is (are) doing business as: CENTRO EVANGELISTICO FOURSQUARE CHURCH 7900 SULF, ST., HUNTINGTON PARK, CA 90255. Full name of registrant(s) is (are) INTERNATIONAL CHURCH OF THE FOURSQUARE GOSPEL, 1910 W. SUNSET BLVD. STE 200, L.A., CA 90026. This Business is conducted by: A CORPORATION. Signed: JORGE A. GUZMAN. This statement was filed with the County Clerk of Los Angeles County on 06/17/2015. The registrant(s) has (have) commenced to transact business under the fictitious business name or names listed above on N/A. NOTICE: This Fictitious Name Statement expires five years from the date it was filed in the office of the County Clerk. A new Fictitious Business Name Statement must be filed prior to that date. The filing of this statement does not of itself authorize the use in this state of a Fictitious Business Name in violation of the rights of another under Federal, State, or common law (See section 1441 et seq. Business and Professions Code)Publish. Mountain Views News Dates Pub: June 20, 27, July 04, 11, 2015 bbox=[238, 173, 451, 262]
notice-heading: FICTITIOUS BUSINESS NAME STATEMENT File No. 2015-158479 bbox=[238, 268, 418, 274]
masthead bbox=[0, 0, 1360, 83]
notice-heading: FICTITIOUS BUSINESS NAME STATEMENT File No. 2015-157230 bbox=[14, 622, 194, 629]
legal-notice bbox=[909, 129, 1122, 199]
notice-body: The following person(s) is (are) doing business as: CF MEDICAL CLINIC, 745 E. VALLEY BLVD. #226, SAN GABRIEL, CA 91776. Full name of registrant(s) is (are) JPC MEDICAL HEALTH CORP., 745 E. VALLEY BLVD. #226, SAN GABRIEL, CA 91776. This Business is conducted by: A CORPORATION. Signed: CHARLES PANG. This statement was filed with the County Clerk of Los Angeles County on 06/15/2015. The registrant(s) has (have) commenced to transact business under the fictitious business name or names listed above on N/A. NOTICE: This Fictitious Name Statement expires five years from the date it was filed in the office of the County Clerk. A new Fictitious Business Name Statement must be filed prior to that date. The filing of this statement does not of itself authorize the use in this state of a Fictitious Business Name in violation of the rights of another under Federal, State, or common law (See section 1441 et seq. Business and Professions Code)Publish. Mountain Views News Dates Pub: June 20, 27, July 04, 11, 2015 bbox=[238, 268, 451, 351]
legal-notice bbox=[239, 268, 452, 351]
legal-notice bbox=[909, 205, 1122, 294]
footer-email[interactable]: editor@mtnviewsnews.com bbox=[750, 2549, 902, 2562]
footer-email-label: Email: bbox=[711, 2549, 747, 2562]
notice-heading: FICTITIOUS BUSINESS NAME STATEMENT File No. 2015-157269 bbox=[462, 444, 641, 451]
notice-heading: FICTITIOUS BUSINESS NAME STATEMENT File No. 2015-159848 bbox=[238, 546, 418, 553]
legal-notice bbox=[462, 91, 675, 167]
notice-column bbox=[10, 85, 234, 2526]
page-number: 16 bbox=[14, 0, 55, 43]
notice-heading: FICTITIOUS BUSINESS NAME STATEMENT File No. 2015-158718 bbox=[462, 533, 641, 540]
notice-heading: FICTITIOUS BUSINESS NAME STATEMENT File No. 2015-154856 bbox=[909, 482, 1089, 489]
legal-notice bbox=[909, 483, 1122, 566]
notice-heading: FICTITIOUS BUSINESS NAME STATEMENT File No. 2015-161268 bbox=[14, 357, 194, 363]
legal-notice bbox=[239, 451, 452, 540]
notice-body: The following person(s) is (are) doing business as: RANDOM PEOPLE, INC., 13744 PEARBLOSSOM HWY, HAWTHORNE, CA 90250. Full name of registrant(s) is (are) RANDOM PEOPLE, INC., 13744 PEARBLOSSOM HWY, HAWTHORNE, CA 90250. This Business is conducted by: A CORPORATION. Signed: DENNIS Q. TRAN. This statement was filed with the County Clerk of Los Angeles County on 06/15/2015. The registrant(s) has (have) commenced to transact business under the fictitious business name or names listed above on N/A. NOTICE: This Fictitious Name Statement expires five years from the date it was filed in the office of the County Clerk. A new Fictitious Business Name Statement must be filed prior to that date. The filing of this statement does not of itself authorize the use in this state of a Fictitious Business Name in violation of the rights of another under Federal, State, or common law (See section 1441 et seq. Business and Professions Code)Publish. Mountain Views News Dates Pub: June 20, 27, July 04, 11, 2015 bbox=[685, 413, 898, 497]
notice-body: The following person(s) is (are) doing business as: GOLDEN STATE TREE SERVICE, 14930 S. GRAND AVE. STE 255, GLENDORA, CA 91740. Full name of registrant(s) is (are) ARNULFO ALONSO LOPEZ DE, 14930 S. GRAND AVE. STE 255, GLENDORA, CA 91740. This Business is conducted by: AN INDIVIDUAL. Signed: ARNULFO ALONSO LOPEZ DE. This statement was filed with the County Clerk of Los Angeles County on 06/16/2015. The registrant(s) has (have) commenced to transact business under the fictitious business name or names listed above on N/A. NOTICE: This Fictitious Name Statement expires five years from the date it was filed in the office of the County Clerk. A new Fictitious Business Name Statement must be filed prior to that date. The filing of this statement does not of itself authorize the use in this state of a Fictitious Business Name in violation of the rights of another under Federal, State, or common law (See section 1441 et seq. Business and Professions Code)Publish. Mountain Views News Dates Pub: June 20, 27, July 04, 11, 2015 bbox=[238, 635, 451, 718]
masthead-divider bbox=[10, 75, 1350, 78]
notice-heading: FICTITIOUS BUSINESS NAME STATEMENT File No. 2015-158043 bbox=[14, 91, 194, 97]
notice-body: The following person(s) is (are) doing business as: PARK MOTEL, 4151 S. FIGUEROA ST., L.A., CA 90037. Full name of registrant(s) is (are) SUNIT AND ACAME, INC., 4151 S. FIGUEROA ST., L.A., CA 90037. This Business is conducted by: A CORPORATION. Signed: SUNIL NATVER. This statement was filed with the County Clerk of Los Angeles County on 06/17/2015. The registrant(s) has (have) commenced to transact business under the fictitious business name or names listed above on N/A. NOTICE: This Fictitious Name Statement expires five years from the date it was filed in the office of the County Clerk. A new Fictitious Business Name Statement must be filed prior to that date. The filing of this statement does not of itself authorize the use in this state of a Fictitious Business Name in violation of the rights of another under Federal, State, or common law (See section 1441 et seq. Business and Professions Code)Publish. Mountain Views News Dates Pub: June 20, 27, July 04, 11, 2015 bbox=[685, 147, 898, 230]
legal-notice bbox=[1133, 109, 1346, 192]
footer-office-label: Office: bbox=[490, 2549, 527, 2562]
notice-heading: FICTITIOUS BUSINESS NAME STATEMENT File No. 2015-157546 bbox=[14, 711, 194, 718]
notice-heading: FICTITIOUS BUSINESS NAME STATEMENT File No. 2015-159188 bbox=[685, 679, 865, 686]
publication-name bbox=[14, 48, 342, 65]
legal-notice bbox=[909, 667, 1122, 750]
notice-body: The following person(s) is (are) doing business as: BULLDOZIT, 2113 N. GRANDVIEW LN., WEST COVINA, CA 91791. Full name of registrant(s) is (are) JAMES DAVIS, 2113 N. GRANDVIEW LN., WEST COVINA, CA 91792. This Business is conducted by: AN INDIVIDUAL. Signed: JAMES DAVIS. This statement was filed with the County Clerk of Los Angeles County on 06/10/2015. The registrant(s) has (have) commenced to transact business under the fictitious business name or names listed above on N/A. NOTICE: This Fictitious Name Statement expires five years from the date it was filed in the office of the County Clerk. A new Fictitious Business Name Statement must be filed prior to that date. The filing of this statement does not of itself authorize the use in this state of a Fictitious Business Name in violation of the rights of another under Federal, State, or common law (See section 1441 et seq. Business and Professions Code)Publish. Mountain Views News Dates Pub: June 20, 27, July 04, 11, 2015 bbox=[14, 622, 228, 705]
legal-notice bbox=[462, 173, 675, 262]
notice-heading: FICTITIOUS BUSINESS NAME STATEMENT File No. 2015-157129 bbox=[1132, 109, 1313, 116]
legal-notice bbox=[686, 414, 899, 497]
notice-body: The following person(s) is (are) doing business as: J & T HOME CARE, 19213 NESTOR AVE., CARSON, CA 90746. Full name of registrant(s) is (are) JOSEFINA D. DURAN, 19213 NESTOR AVE., CARSON, CA 90746. JUDY D. DURAN, 19213 NESTOR AVE., CARSON, CA 90746. This Business is conducted by: A GENERAL PARTNERSHIP. Signed: JOSEFINA D. DURAN. This statement was filed with the County Clerk of Los Angeles County on 06/12/2015. The registrant(s) has (have) commenced to transact business under the fictitious business name or names listed above on N/A. NOTICE: This Fictitious Name Statement expires five years from the date it was filed in the office of the County Clerk. A new Fictitious Business Name Statement must be filed prior to that date. The filing of this statement does not of itself authorize the use in this state of a Fictitious Business Name in violation of the rights of another under Federal, State, or common law (See section 1441 et seq. Business and Professions Code)Publish. Mountain Views News Dates Pub: June 20, 27, July 04, 11, 2015 bbox=[462, 173, 675, 262]
notice-heading: FICTITIOUS BUSINESS NAME STATEMENT File No. 2015-162424 bbox=[238, 451, 418, 458]
notice-body: The following name(s): PHOENIX HEALTH CENTER, 122 LINCOLN BLVD. STE. 105, VENICE, CA 90291, has/have abandoned the use of the fictitious business name: CP MEDICAL CLINIC, 10549 GARVEY AVE., EL MONTE, CA 91733. The fictitious business name referred to above was filed on 06/04/2014, in the county of Los Angeles. The original file number of 2015/15/1780. The business was conducted by: A CORPORATION. This statement was filed with the County Clerk of Los Angeles on 06/15/2015. The business information in this statement is true and correct. (A registrant who declares as true information which he or she knows to be false, is guilty of a crime.) SIGNED: CHARLES PANG. Publish Mountain Views News Dates Pub: June 20, 27, July 04, 11, 2015 bbox=[909, 134, 1122, 198]
legal-notice bbox=[1133, 287, 1346, 370]
notice-heading: FICTITIOUS BUSINESS NAME STATEMENT File No. 2015-157581 bbox=[14, 533, 194, 540]
notice-body: The following person(s) is (are) doing business as: SOUTHLAND PROPERTIES, 1600 E. NORTHSIDE BLVD., MONROVIA, CA 91016. Full name of registrant(s) is (are) ALFRED C. SAYRE, 1600 E. NORTHSIDE BLVD., MONROVIA, CA 91016. This Business is conducted by: AN INDIVIDUAL. Signed: ALFRED C. SAYRE. This statement was filed with the County Clerk of Los Angeles County on 06/16/2015. The registrant(s) has (have) commenced to transact business under the fictitious business name or names listed above on N/A. NOTICE: This Fictitious Name Statement expires five years from the date it was filed in the office of the County Clerk. A new Fictitious Business Name Statement must be filed prior to that date. The filing of this statement does not of itself authorize the use in this state of a Fictitious Business Name in violation of the rights of another under Federal, State, or common law (See section 1441 et seq. Business and Professions Code)Publish. Mountain Views News Dates Pub: June 20, 27, July 04, 11, 2015 bbox=[685, 590, 898, 673]
legal-notice bbox=[14, 180, 228, 263]
notice-column bbox=[904, 85, 1128, 2526]
notice-body: under Federal, State, or common law (See section 1441 et seq. Business and Professions Code)Publish. Mountain Views News Dates Pub: June 20, 27, July 04, 11, 2015 bbox=[1132, 91, 1346, 103]
notice-body: The following person(s) is (are) doing business as: NTI INVESTMENT & MANAGEMENT, 13618 ENGLEFIELD ST., CERRITOS, CA 90703. Full name of registrant(s) is (are) 2447 THE NGUYEN, 13618 ENGLEFIELD ST., CERRITOS, CA 90703. JIMMY HUYNH NGUYEN, 13618 ENGLEFIELD ST., CERRITOS, CA 90703. This Business is conducted by: A GENERAL PARTNERSHIP. Signed: JIMMY THE NGUYEN. This statement was filed with the County Clerk of Los Angeles County on 06/18/2015. The registrant(s) has (have) commenced to transact business under the fictitious business name or names listed above on N/A. NOTICE: This Fictitious Name Statement expires five years from the date it was filed in the office of the County Clerk. A new Fictitious Business Name Statement must be filed prior to that date. The filing of this statement does not of itself authorize the use in this state of a Fictitious Business Name in violation of the rights of another under Federal, State, or common law (See section 1441 et seq. Business and Professions Code)Publish. Mountain Views News Dates Pub: June 20, 27, July 04, 11, 2015 bbox=[462, 717, 675, 807]
legal-notice bbox=[462, 445, 675, 529]
legal-notice bbox=[462, 629, 675, 712]
notice-body: The following person(s) is (are) doing business as: CA DRAPERY STUDIO, 4613 E. WASHINGTON BLVD., COMMERCE, CA 90040. Full name of registrant(s) is (are) ERIKA MARCELA ALVAREZ, 4613 E. WASHINGTON BLVD., COMMERCE, CA 90040. GERLIN NOEL CORDOVA CARRANZA, 4613 E. WASHINGTON BLVD., COMMERCE, CA 90040. This Business is conducted by: A GENERAL PARTNERSHIP. Signed: GERLIN NOEL CORDOVA CARRANZA. This statement was filed with the County Clerk of Los Angeles County on 06/17/2015. The registrant(s) has (have) commenced to transact business under the fictitious business name or names listed above on N/A. NOTICE: This Fictitious Name Statement expires five years from the date it was filed in the office of the County Clerk. A new Fictitious Business Name Statement must be filed prior to that date. The filing of this statement does not of itself authorize the use in this state of a Fictitious Business Name in violation of the rights of another under Federal, State, or common law (See section 1441 et seq. Business and Professions Code)Publish. Mountain Views News Dates Pub: June 20, 27, July 04, 11, 2015 bbox=[14, 711, 228, 807]
notice-body: was filed with the County Clerk of Los Angeles County on 06/01/2015. The registrant(s) has (have) commenced to transact business under the fictitious business name or names listed above on N/A. NOTICE: This Fictitious Name Statement expires five years from the date it was filed in the office of the County Clerk. A new Fictitious Business Name Statement must be filed prior to that date. The filing of this statement does not of itself authorize the use in this state of a Fictitious Business Name in violation of the rights of another under Federal, State, or common law (See section 1441 et seq. Business and Professions Code)Publish. Mountain Views News Dates Pub: June 20, 27, July 04, 11, 2015 bbox=[685, 91, 898, 142]
